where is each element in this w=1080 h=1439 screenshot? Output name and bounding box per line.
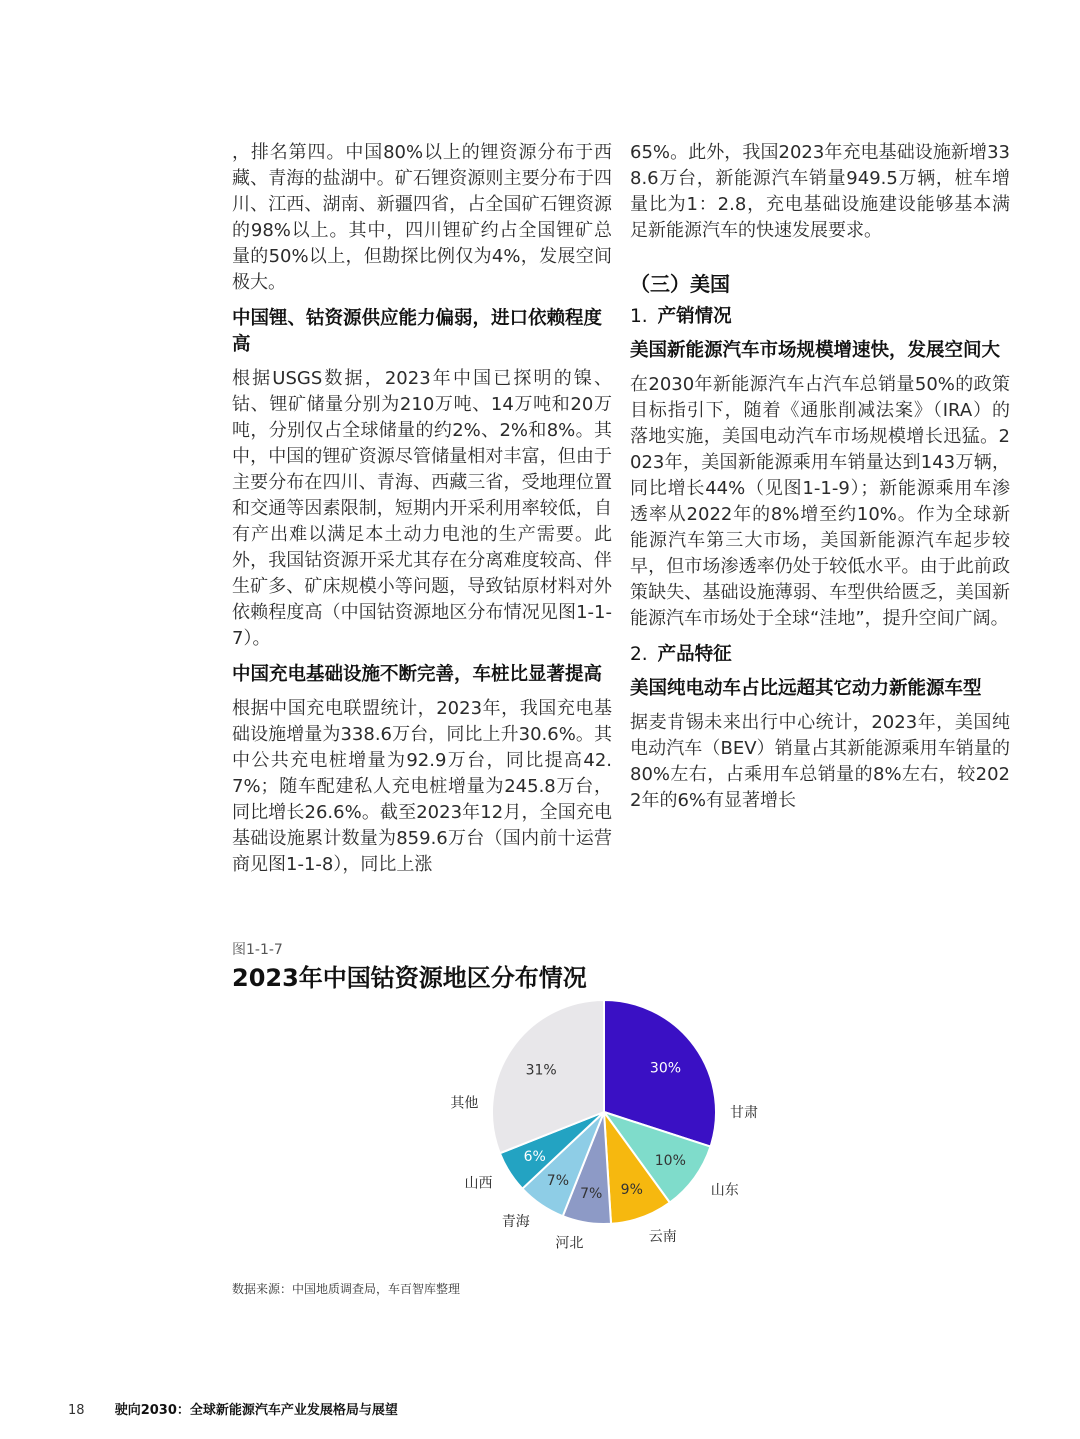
subsection-label: 产销情况 <box>657 306 732 327</box>
left-heading-1: 中国锂、钴资源供应能力偏弱，进口依赖程度高 <box>232 308 603 355</box>
pie-category-label-4: 青海 <box>501 1214 530 1231</box>
page-footer <box>68 1399 398 1418</box>
pie-category-label-6: 其他 <box>450 1095 479 1112</box>
subsection-product-features <box>630 642 1010 668</box>
data-source-note: 数据来源：中国地质调查局，车百智库整理 <box>232 1282 461 1296</box>
pie-category-label-0: 甘肃 <box>730 1105 758 1121</box>
left-heading-2: 中国充电基础设施不断完善，车桩比显著提高 <box>232 664 603 685</box>
subsection-number: 1. <box>630 306 648 327</box>
subsection-label: 产品特征 <box>657 644 732 665</box>
pie-category-label-1: 山东 <box>710 1182 739 1199</box>
right-heading-1: 美国新能源汽车市场规模增速快，发展空间大 <box>630 340 1001 361</box>
section-title-usa: （三）美国 <box>630 272 730 296</box>
pie-value-label-3: 7% <box>580 1185 603 1202</box>
right-paragraph-2: 在2030年新能源汽车占汽车总销量50%的政策目标指引下，随着《通胀削减法案》（IRA）的落地实施，美国电动汽车市场规模增长迅猛。2023年，美国新能源乘用车销量达到143万辆，同比增长44%（见图1-1-9）；新能源乘用车渗透率从2022年的8%增至约10%。作为全球新能源汽车第三大市场，美国新能源汽车起步较早，但市场渗透率仍处于较低水平。由于此前政策缺失、基础设施薄弱、车型供给匮乏，美国新能源汽车市场处于全球“洼地”，提升空间广阔。 <box>630 374 1010 629</box>
pie-value-label-6: 31% <box>525 1062 557 1079</box>
pie-value-label-2: 9% <box>620 1182 643 1199</box>
pie-category-label-3: 河北 <box>555 1235 584 1252</box>
figure-cobalt-distribution <box>232 940 792 1300</box>
subsection-production-sales <box>630 304 1010 330</box>
pie-value-label-4: 7% <box>546 1172 570 1189</box>
pie-value-label-1: 10% <box>654 1153 686 1170</box>
document-title: 驶向2030：全球新能源汽车产业发展格局与展望 <box>114 1403 398 1418</box>
right-paragraph-1: 65%。此外，我国2023年充电基础设施新增338.6万台，新能源汽车销量949.5万辆，桩车增量比为1：2.8，充电基础设施建设能够基本满足新能源汽车的快速发展要求。 <box>630 142 1010 241</box>
left-paragraph-1: ，排名第四。中国80%以上的锂资源分布于西藏、青海的盐湖中。矿石锂资源则主要分布于四川、江西、湖南、新疆四省，占全国矿石锂资源的98%以上。其中，四川锂矿约占全国锂矿总量的50%以上，但勘探比例仅为4%，发展空间极大。 <box>232 142 612 293</box>
right-paragraph-3: 据麦肯锡未来出行中心统计，2023年，美国纯电动汽车（BEV）销量占其新能源乘用车销量的80%左右，占乘用车总销量的8%左右，较2022年的6%有显著增长 <box>630 712 1010 811</box>
right-column <box>630 140 1010 824</box>
left-paragraph-3: 根据中国充电联盟统计，2023年，我国充电基础设施增量为338.6万台，同比上升30.6%。其中公共充电桩增量为92.9万台，同比提高42.7%；随车配建私人充电桩增量为245.8万台，同比增长26.6%。截至2023年12月，全国充电基础设施累计数量为859.6万台（国内前十运营商见图1-1-8），同比上涨 <box>232 698 612 875</box>
left-column <box>232 140 612 888</box>
pie-category-label-2: 云南 <box>648 1229 677 1246</box>
pie-value-label-0: 30% <box>649 1060 682 1077</box>
figure-label: 图1-1-7 <box>232 942 283 958</box>
pie-value-label-5: 6% <box>523 1148 546 1165</box>
right-heading-2: 美国纯电动车占比远超其它动力新能源车型 <box>630 678 982 699</box>
pie-category-label-5: 山西 <box>464 1175 493 1192</box>
left-paragraph-2: 根据USGS数据，2023年中国已探明的镍、钴、锂矿储量分别为210万吨、14万吨和20万吨，分别仅占全球储量的约2%、2%和8%。其中，中国的锂矿资源尽管储量相对丰富，但由于主要分布在四川、青海、西藏三省，受地理位置和交通等因素限制，短期内开采利用率较低，自有产出难以满足本土动力电池的生产需要。此外，我国钴资源开采尤其存在分离难度较高、伴生矿多、矿床规模小等问题，导致钴原材料对外依赖程度高（中国钴资源地区分布情况见图1-1-7）。 <box>232 368 612 649</box>
pie-chart <box>232 996 792 1276</box>
page-number: 18 <box>68 1403 85 1418</box>
subsection-number: 2. <box>630 644 648 665</box>
figure-title: 2023年中国钴资源地区分布情况 <box>232 964 587 992</box>
